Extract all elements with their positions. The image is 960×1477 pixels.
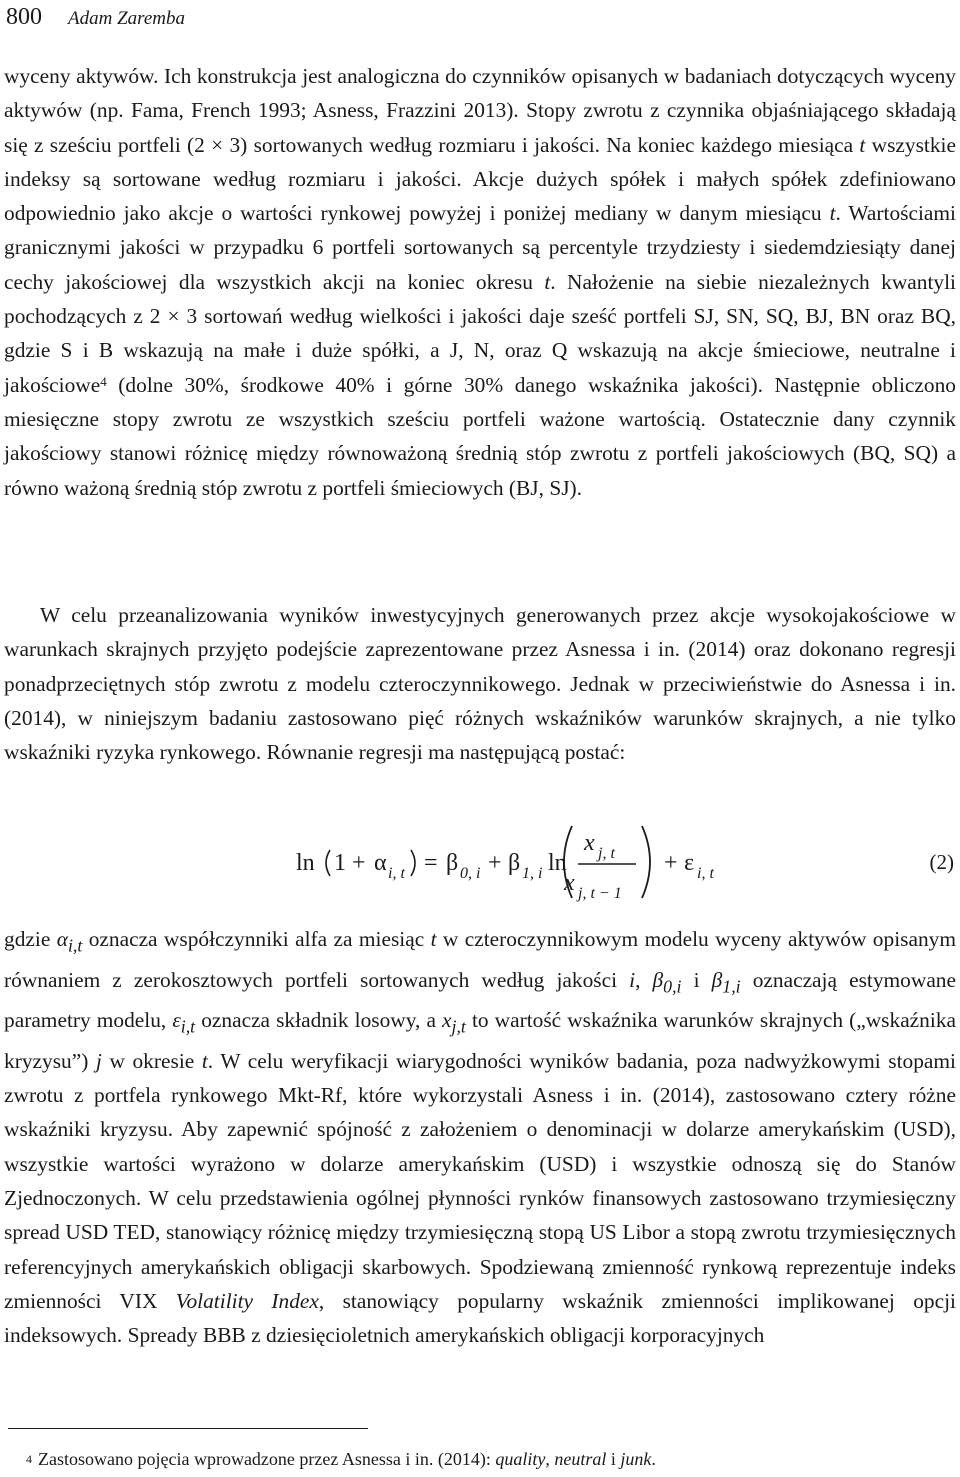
eq-alpha: α [374, 850, 387, 876]
eq-right-paren [411, 850, 415, 876]
eq-big-right-paren [642, 826, 650, 898]
page-number: 800 [6, 4, 42, 30]
equation-number: (2) [929, 850, 954, 874]
text-run: (dolne 30%, środkowe 40% i górne 30% danego wskaźnika jakości). Następnie obliczono miesięczne stopy zwrotu ze wszystkich sześciu portfeli ważone wartością. Ostatecznie dany czynnik jakościowy stanowi różnicę między równoważoną średnią stóp zwrotu z portfeli jakościowych (BQ, SQ) a równo ważoną średnią stóp zwrotu z portfeli śmieciowych (BJ, SJ). [4, 372, 956, 500]
equation-graphic [0, 820, 960, 915]
eq-num-sub: j, t [598, 845, 615, 862]
text-run: wyceny aktywów. Ich konstrukcja jest analogiczna do czynników opisanych w badaniach dotyczących wyceny aktywów (np. Fama, French 1993; Asness, Frazzini 2013). Stopy zwrotu z czynnika objaśniającego składają się z sześciu portfeli (2 × 3) sortowanych według rozmiaru i jakości. Na koniec każdego miesiąca [4, 64, 956, 157]
text-run: to wartość wskaźnika warunków skrajnych („wskaźnika kryzysu”) [4, 1008, 957, 1073]
running-header [6, 2, 185, 34]
footnote-text: Zastosowano pojęcia wprowadzone przez Asnessa i in. (2014): [38, 1449, 496, 1469]
math-subscript: i,t [180, 1016, 196, 1037]
math-variable: t [201, 1048, 208, 1073]
eq-ln: ln [296, 850, 315, 876]
text-run: wszystkie indeksy są sortowane według rozmiaru i jakości. Akcje dużych spółek i małych spółek zdefiniowano odpowiednio jako akcje o wartości rynkowej powyżej i poniżej mediany w danym miesiącu [4, 132, 956, 226]
text-run: gdzie [4, 927, 57, 951]
paragraph-2 [4, 598, 956, 769]
math-variable: t [829, 201, 836, 226]
footnote-reference[interactable]: 4 [100, 373, 107, 389]
text-run: w okresie [101, 1048, 202, 1073]
eq-one-plus: 1 + [334, 850, 366, 876]
footnote-4 [26, 1446, 656, 1472]
eq-ln-2: ln [548, 850, 567, 876]
text-run: , stanowiący popularny wskaźnik zmienności implikowanej opcji indeksowych. Spready BBB z dziesięcioletnich amerykańskich obligacji korporacyjnych [4, 1288, 956, 1348]
eq-den-x: x [564, 870, 575, 896]
paragraph-3 [4, 922, 956, 1352]
paragraph-text: W celu przeanalizowania wyników inwestycyjnych generowanych przez akcje wysokojakościowe w warunkach skrajnych przyjęto podejście zaprezentowane przez Asnessa i in. (2014) oraz dokonano regresji ponadprzeciętnych stóp zwrotu z modelu czteroczynnikowego. Jednak w przeciwieństwie do Asnessa i in. (2014), w niniejszym badaniu zastosowano pięć różnych wskaźników warunków skrajnych, a nie tylko wskaźniki ryzyka rynkowego. Równanie regresji ma następującą postać: [4, 603, 956, 765]
math-subscript: 1,i [722, 975, 741, 996]
footnote-term-junk: junk [620, 1449, 652, 1469]
eq-beta0: β [446, 850, 459, 876]
eq-beta0-sub: 0, i [460, 865, 481, 882]
regression-equation [0, 820, 960, 915]
text-run: w czteroczynnikowym modelu wyceny aktywów opisanym równaniem z zerokosztowych portfeli sortowanych według jakości [4, 927, 956, 992]
footnote-mark: 4 [26, 1452, 32, 1466]
eq-epsilon-sub: i, t [697, 865, 714, 882]
footnote-term-quality: quality [495, 1449, 546, 1469]
text-run: i [606, 1449, 621, 1469]
math-variable: t [859, 132, 866, 157]
eq-den-sub: j, t − 1 [578, 885, 622, 902]
text-run: , [545, 1449, 555, 1469]
footnote-term-neutral: neutral [554, 1449, 607, 1469]
eq-epsilon: ε [684, 850, 695, 876]
running-author: Adam Zaremba [68, 8, 185, 29]
math-variable: j [95, 1048, 102, 1073]
math-beta: β [652, 967, 664, 992]
math-beta: β [711, 967, 723, 992]
math-subscript: 0,i [663, 975, 682, 996]
eq-equals: = [424, 850, 438, 876]
text-run: oznacza składnik losowy, a [195, 1008, 443, 1033]
text-run: . Wartościami granicznymi jakości w przypadku 6 portfeli sortowanych są percentyle trzydziesty i siedemdziesiąty danej cechy jakościowej dla wszystkich akcji na koniec okresu [4, 201, 956, 294]
eq-beta1: β [508, 850, 521, 876]
eq-plus-1: + [488, 850, 502, 876]
eq-beta1-sub: 1, i [522, 865, 543, 882]
paragraph-1 [4, 59, 956, 505]
math-variable: t [430, 927, 437, 951]
text-run: . W celu weryfikacji wiarygodności wyników badania, poza nadwyżkowymi stopami zwrotu z portfela rynkowego Mkt-Rf, które wykorzystali Asness i in. (2014), zastosowano cztery różne wskaźniki kryzysu. Aby zapewnić spójność z założeniem o denominacji w dolarze amerykańskim (USD), wszystkie wartości wyrażono w dolarze amerykańskim (USD) i wszystkie odnoszą się do Stanów Zjednoczonych. W celu przedstawienia ogólnej płynności rynków finansowych zastosowano trzymiesięczny spread USD TED, stanowiący różnicę między trzymiesięczną stopą US Libor a stopą zwrotu trzymiesięcznych referencyjnych amerykańskich obligacji skarbowych. Spodziewaną zmienność rynkową reprezentuje indeks zmienności VIX [4, 1048, 956, 1313]
math-subscript: j,t [451, 1016, 466, 1037]
text-run: i [681, 967, 712, 992]
math-alpha: α [56, 927, 68, 951]
math-variable: i [629, 967, 636, 992]
italic-term: Volatility Index [175, 1288, 319, 1313]
math-epsilon: ε [172, 1008, 181, 1033]
text-run: . [651, 1449, 656, 1469]
math-variable: x [442, 1008, 452, 1033]
math-variable: t [544, 269, 551, 294]
eq-num-x: x [584, 830, 595, 856]
footnote-divider [8, 1428, 368, 1429]
math-subscript: i,t [67, 935, 83, 956]
text-run: oznacza współczynniki alfa za miesiąc [82, 927, 431, 951]
text-run: oznaczają estymowane parametry modelu, [4, 967, 956, 1033]
eq-left-paren [326, 850, 330, 876]
eq-plus-2: + [664, 850, 678, 876]
text-run: , [635, 967, 653, 992]
eq-alpha-sub: i, t [388, 865, 405, 882]
text-run: . Nałożenie na siebie niezależnych kwantyli pochodzących z 2 × 3 sortowań według wielkości i jakości daje sześć portfeli SJ, SN, SQ, BJ, BN oraz BQ, gdzie S i B wskazują na małe i duże spółki, a J, N, oraz Q wskazują na akcje śmieciowe, neutralne i jakościowe [4, 269, 956, 397]
